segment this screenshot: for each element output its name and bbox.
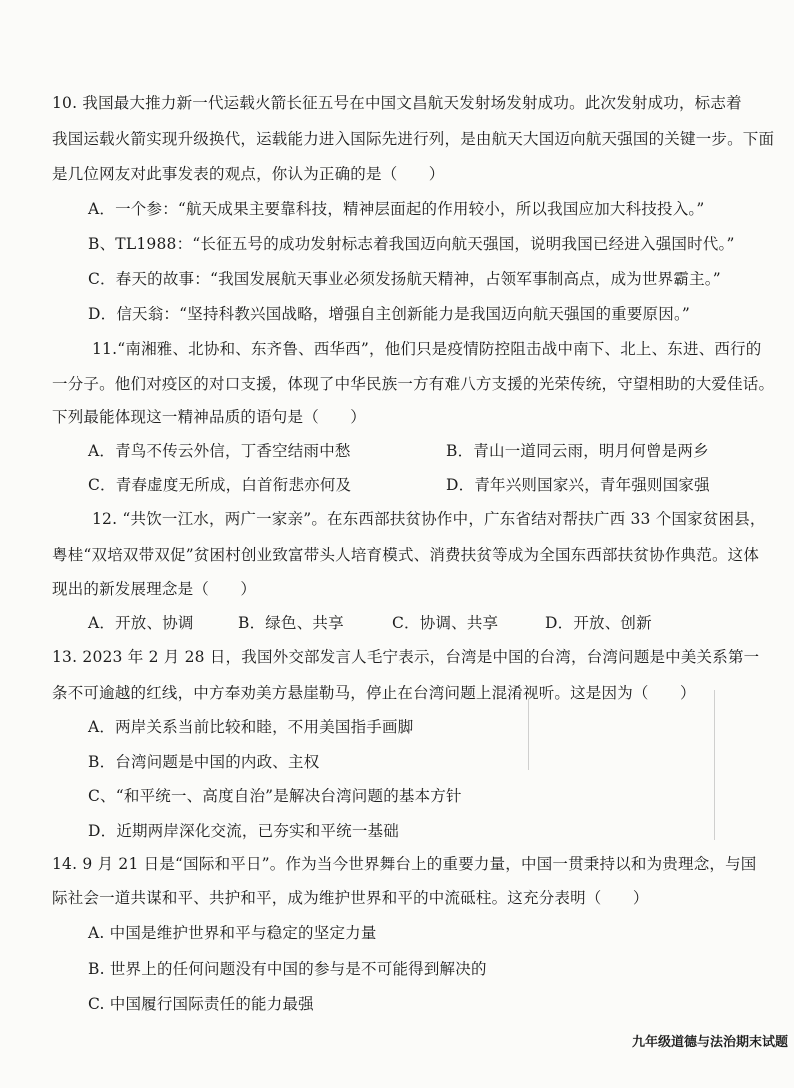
question-12-option-c[interactable]: C．协调、共享 xyxy=(392,614,499,632)
scan-artifact-line xyxy=(528,700,529,770)
scan-artifact-line xyxy=(714,690,715,840)
question-14-option-a[interactable]: A. 中国是维护世界和平与稳定的坚定力量 xyxy=(88,924,377,942)
question-13-option-d[interactable]: D．近期两岸深化交流，已夯实和平统一基础 xyxy=(88,822,399,840)
question-10-option-c[interactable]: C．春天的故事：“我国发展航天事业必须发扬航天精神，占领军事制高点，成为世界霸主。” xyxy=(88,270,721,288)
question-10-stem-line-2: 我国运载火箭实现升级换代，运载能力进入国际先进行列，是由航天大国迈向航天强国的关键一步。下面 xyxy=(52,130,775,148)
question-11-stem-line-3: 下列最能体现这一精神品质的语句是（ ） xyxy=(52,408,367,426)
question-11-option-c[interactable]: C．青春虚度无所成，白首衔悲亦何及 xyxy=(88,476,352,494)
question-11-stem-line-1: 11.“南湘雅、北协和、东齐鲁、西华西”，他们只是疫情防控阻击战中南下、北上、东进、西行的 xyxy=(92,340,762,358)
page-footer: 九年级道德与法治期末试题 xyxy=(631,1035,788,1050)
question-11-option-b[interactable]: B．青山一道同云雨，明月何曾是两乡 xyxy=(446,442,709,460)
question-10-option-d[interactable]: D．信天翁：“坚持科教兴国战略，增强自主创新能力是我国迈向航天强国的重要原因。” xyxy=(88,305,691,323)
question-13-option-a[interactable]: A．两岸关系当前比较和睦，不用美国指手画脚 xyxy=(88,718,414,736)
question-11-stem-line-2: 一分子。他们对疫区的对口支援，体现了中华民族一方有难八方支援的光荣传统，守望相助的大爱佳话。 xyxy=(52,375,775,393)
question-12-option-a[interactable]: A．开放、协调 xyxy=(88,614,194,632)
question-13-stem-line-1: 13. 2023 年 2 月 28 日，我国外交部发言人毛宁表示，台湾是中国的台湾，台湾问题是中美关系第一 xyxy=(52,648,760,666)
question-14-stem-line-2: 际社会一道共谋和平、共护和平，成为维护世界和平的中流砥柱。这充分表明（ ） xyxy=(52,889,649,907)
question-14-option-c[interactable]: C. 中国履行国际责任的能力最强 xyxy=(88,995,314,1013)
question-10-option-a[interactable]: A．一个参：“航天成果主要靠科技，精神层面起的作用较小，所以我国应加大科技投入。” xyxy=(88,200,705,218)
question-14-stem-line-1: 14. 9 月 21 日是“国际和平日”。作为当今世界舞台上的重要力量，中国一贯秉持以和为贵理念，与国 xyxy=(52,855,757,873)
question-12-stem-line-3: 现出的新发展理念是（ ） xyxy=(52,580,257,598)
question-14-option-b[interactable]: B. 世界上的任何问题没有中国的参与是不可能得到解决的 xyxy=(88,960,487,978)
question-10-stem-line-1: 10. 我国最大推力新一代运载火箭长征五号在中国文昌航天发射场发射成功。此次发射成功，标志着 xyxy=(52,94,742,112)
question-12-option-d[interactable]: D．开放、创新 xyxy=(545,614,652,632)
question-10-option-b[interactable]: B、TL1988：“长征五号的成功发射标志着我国迈向航天强国，说明我国已经进入强国时代。” xyxy=(88,235,735,253)
question-11-option-d[interactable]: D．青年兴则国家兴，青年强则国家强 xyxy=(446,476,710,494)
question-11-option-a[interactable]: A．青鸟不传云外信，丁香空结雨中愁 xyxy=(88,442,351,460)
question-13-stem-line-2: 条不可逾越的红线，中方奉劝美方悬崖勒马，停止在台湾问题上混淆视听。这是因为（ ） xyxy=(52,684,696,702)
question-12-stem-line-1: 12. “共饮一江水，两广一家亲”。在东西部扶贫协作中，广东省结对帮扶广西 33 个国家贫困县， xyxy=(92,510,766,528)
question-13-option-c[interactable]: C、“和平统一、高度自治”是解决台湾问题的基本方针 xyxy=(88,787,462,805)
question-13-option-b[interactable]: B．台湾问题是中国的内政、主权 xyxy=(88,753,320,771)
question-10-stem-line-3: 是几位网友对此事发表的观点，你认为正确的是（ ） xyxy=(52,165,445,183)
question-12-stem-line-2: 粤桂“双培双带双促”贫困村创业致富带头人培育模式、消费扶贫等成为全国东西部扶贫协作典范。这体 xyxy=(52,546,760,564)
question-12-option-b[interactable]: B．绿色、共享 xyxy=(238,614,344,632)
